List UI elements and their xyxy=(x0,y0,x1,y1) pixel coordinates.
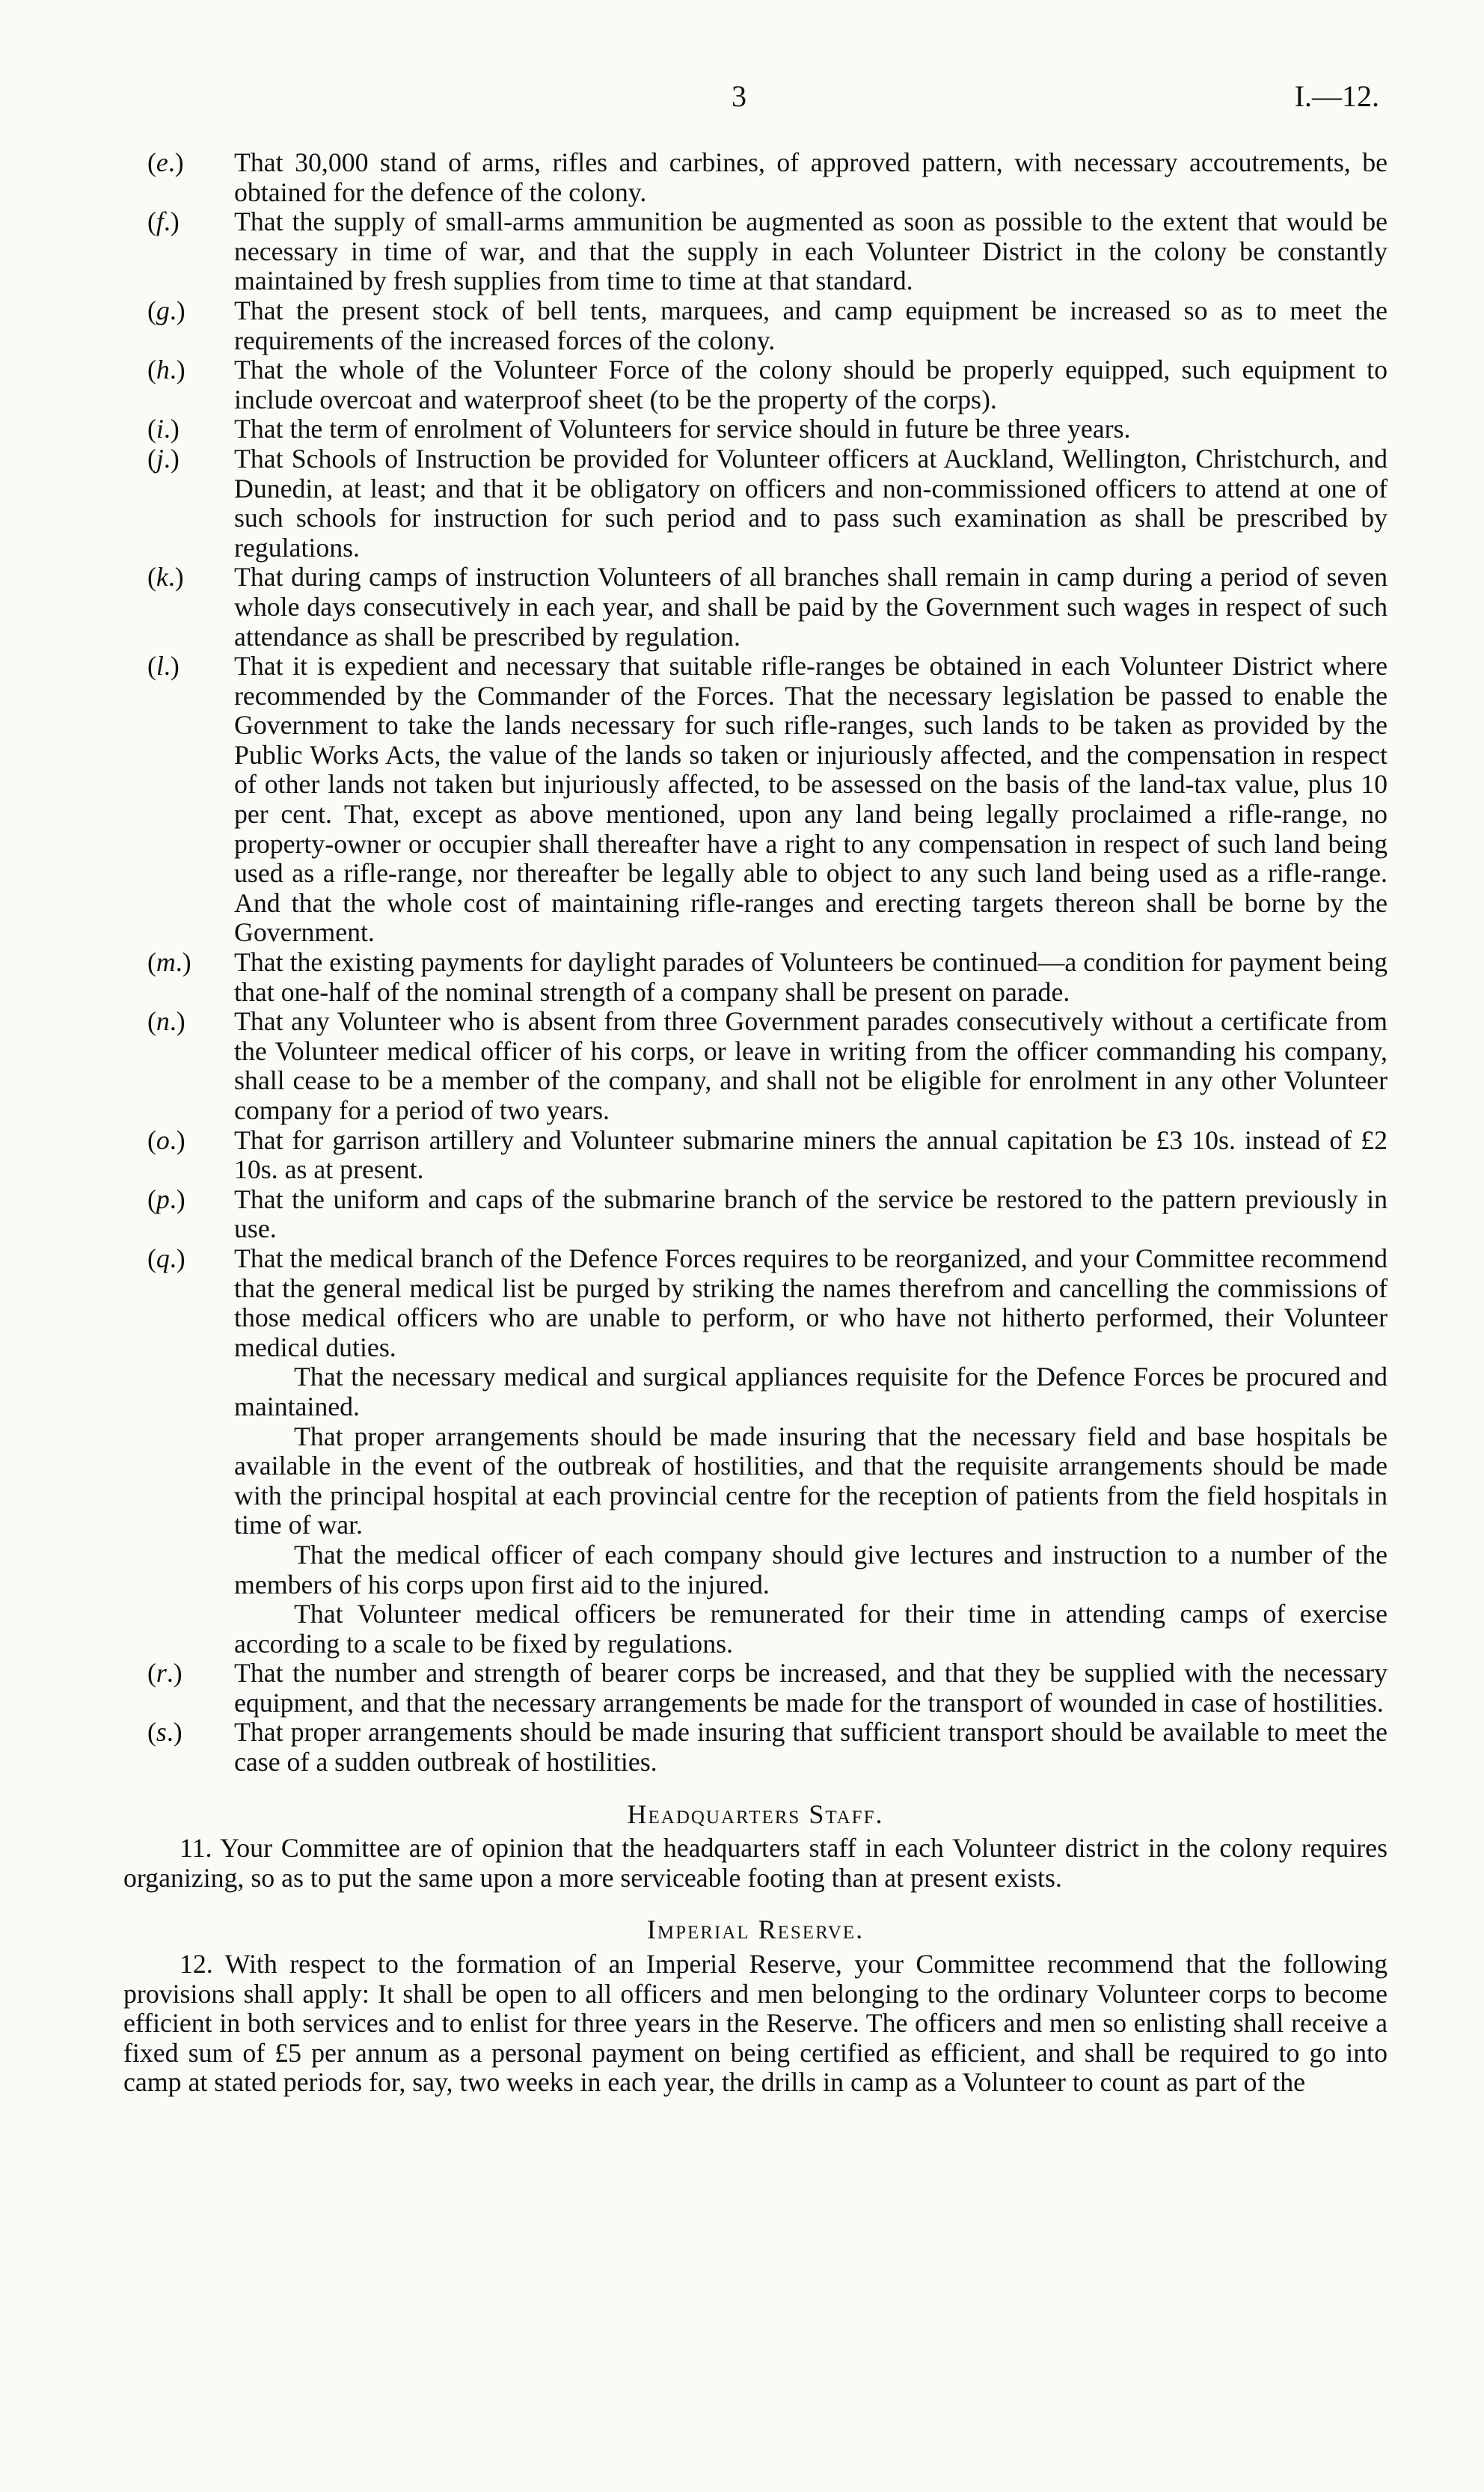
clause-text: That for garrison artillery and Volunteer submarine miners the annual capitation be £3 10s. instead of £2 10s. as at present. xyxy=(234,1124,1388,1185)
section-heading-headquarters-staff: Headquarters Staff. xyxy=(627,1798,884,1829)
clause-k xyxy=(123,563,1388,652)
clause-label: (f.) xyxy=(147,206,180,237)
clause-label: (p.) xyxy=(147,1184,186,1214)
clause-q-continuation: That Volunteer medical officers be remunerated for their time in attending camps of exercise according to a scale to be fixed by regulations. xyxy=(234,1599,1388,1659)
clause-l xyxy=(123,652,1388,948)
clause-label: (s.) xyxy=(147,1717,183,1748)
clause-text: That the whole of the Volunteer Force of the colony should be properly equipped, such equipment to include overcoat and waterproof sheet (to be the property of the corps). xyxy=(234,355,1388,414)
clause-g xyxy=(123,296,1388,355)
clause-s xyxy=(123,1718,1388,1777)
clause-label: (h.) xyxy=(147,355,186,385)
clause-text: That it is expedient and necessary that suitable rifle-ranges be obtained in each Volunteer District where recommended by the Commander of the Forces. That the necessary legislation be passed to enable the Government to take the lands necessary for such rifle-ranges, such lands to be taken as provided by the Public Works Acts, the value of the lands so taken or injuriously affected, and the compensation in respect of other lands not taken but injuriously affected, to be assessed on the basis of the land-tax value, plus 10 per cent. That, except as above mentioned, upon any land being legally proclaimed a rifle-range, no property-owner or occupier shall thereafter have a right to any compensation in respect of such land being used as a rifle-range, nor thereafter be legally able to object to any such land being used as a rifle-range. And that the whole cost of maintaining rifle-ranges and erecting targets thereon shall be borne by the Government. xyxy=(234,651,1388,948)
clause-label: (r.) xyxy=(147,1658,183,1689)
clause-label: (q.) xyxy=(147,1243,186,1273)
clause-label: (k.) xyxy=(147,562,184,593)
clause-label: (e.) xyxy=(147,147,184,177)
clause-text: That the number and strength of bearer corps be increased, and that they be supplied with the necessary equipment, and that the necessary arrangements be made for the transport of wounded in case of hostilities. xyxy=(234,1658,1388,1718)
page-number: 3 xyxy=(732,79,746,113)
clause-text: That the uniform and caps of the submarine branch of the service be restored to the pattern previously in use. xyxy=(234,1184,1388,1244)
clause-q-continuation: That the necessary medical and surgical appliances requisite for the Defence Forces be procured and maintained. xyxy=(234,1362,1388,1421)
clause-text: That the existing payments for daylight parades of Volunteers be continued—a condition for payment being that one-half of the nominal strength of a company shall be present on parade. xyxy=(234,947,1388,1007)
clause-text: That proper arrangements should be made insuring that sufficient transport should be available to meet the case of a sudden outbreak of hostilities. xyxy=(234,1717,1388,1778)
clause-label: (m.) xyxy=(147,947,191,978)
clause-o xyxy=(123,1126,1388,1185)
clause-text: That the term of enrolment of Volunteers for service should in future be three years. xyxy=(234,414,1131,444)
section-heading-imperial-reserve: Imperial Reserve. xyxy=(646,1914,865,1945)
clause-label: (i.) xyxy=(147,414,180,444)
clause-label: (j.) xyxy=(147,443,180,474)
clause-h xyxy=(123,355,1388,414)
clause-text: That the medical branch of the Defence Forces requires to be reorganized, and your Committee recommend that the general medical list be purged by striking the names therefrom and cancelling the commissions of those medical officers who are unable to perform, or who have not hitherto performed, their Volunteer medical duties. xyxy=(234,1243,1388,1362)
clause-q-continuation: That the medical officer of each company should give lectures and instruction to a number of the members of his corps upon first aid to the injured. xyxy=(234,1539,1388,1599)
clause-q xyxy=(123,1244,1388,1362)
clause-p xyxy=(123,1185,1388,1244)
clause-label: (g.) xyxy=(147,295,186,325)
clause-n xyxy=(123,1007,1388,1125)
clause-q-continuation: That proper arrangements should be made insuring that the necessary field and base hospitals be available in the event of the outbreak of hostilities, and that the requisite arrangements should be made with the principal hospital at each provincial centre for the reception of patients from the field hospitals in time of war. xyxy=(234,1421,1388,1540)
clause-text: That the present stock of bell tents, marquees, and camp equipment be increased so as to meet the requirements of the increased forces of the colony. xyxy=(234,295,1388,355)
clause-f xyxy=(123,207,1388,296)
clause-j xyxy=(123,444,1388,563)
document-reference: I.—12. xyxy=(1294,79,1379,113)
clause-label: (o.) xyxy=(147,1124,186,1155)
document-body xyxy=(123,148,1388,2098)
clause-m xyxy=(123,948,1388,1007)
clause-text: That Schools of Instruction be provided for Volunteer officers at Auckland, Wellington, Christchurch, and Dunedin, at least; and that it be obligatory on officers and non-commissioned officers to attend at one of such schools for instruction for such period and to pass such examination as shall be prescribed by regulations. xyxy=(234,443,1388,563)
clause-text: That 30,000 stand of arms, rifles and carbines, of approved pattern, with necessary accoutrements, be obtained for the defence of the colony. xyxy=(234,147,1388,207)
clause-r xyxy=(123,1659,1388,1718)
clause-label: (n.) xyxy=(147,1006,186,1037)
paragraph-12: 12. With respect to the formation of an Imperial Reserve, your Committee recommend that the following provisions shall apply: It shall be open to all officers and men belonging to the ordinary Volunteer corps to become efficient in both services and to enlist for three years in the Reserve. The officers and men so enlisting shall receive a fixed sum of £5 per annum as a personal payment on being certified as efficient, and shall be required to go into camp at stated periods for, say, two weeks in each year, the drills in camp as a Volunteer to count as part of the xyxy=(123,1949,1388,2098)
clause-text: That any Volunteer who is absent from three Government parades consecutively without a certificate from the Volunteer medical officer of his corps, or leave in writing from the officer commanding his company, shall cease to be a member of the company, and shall not be eligible for enrolment in any other Volunteer company for a period of two years. xyxy=(234,1006,1388,1125)
paragraph-11: 11. Your Committee are of opinion that the headquarters staff in each Volunteer district in the colony requires organizing, so as to put the same upon a more serviceable footing than at present exists. xyxy=(123,1833,1388,1893)
clause-text: That during camps of instruction Volunteers of all branches shall remain in camp during a period of seven whole days consecutively in each year, and shall be paid by the Government such wages in respect of such attendance as shall be prescribed by regulation. xyxy=(234,562,1388,652)
clause-i xyxy=(123,414,1388,444)
clause-label: (l.) xyxy=(147,651,180,682)
clause-e xyxy=(123,148,1388,207)
clause-text: That the supply of small-arms ammunition be augmented as soon as possible to the extent that would be necessary in time of war, and that the supply in each Volunteer District in the colony be constantly maintained by fresh supplies from time to time at that standard. xyxy=(234,206,1388,296)
